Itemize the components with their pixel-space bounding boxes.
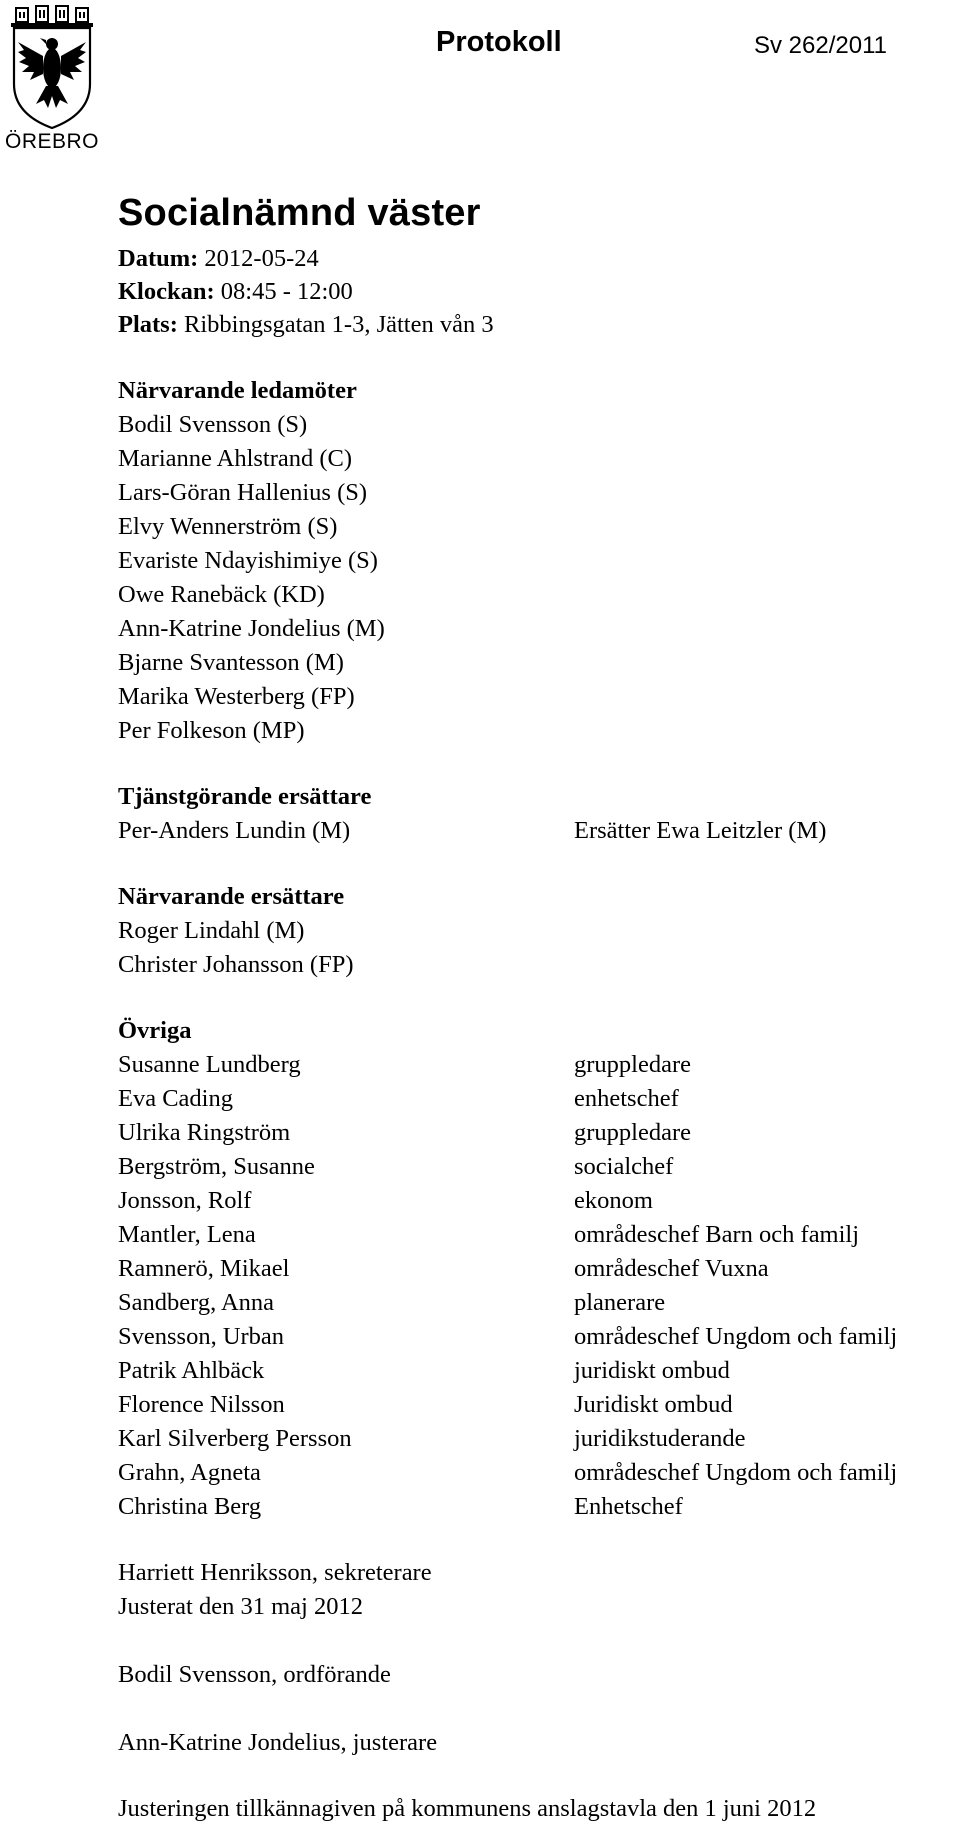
other-person-role: områdeschef Ungdom och familj [574, 1323, 898, 1350]
other-person-role: juridiskt ombud [574, 1357, 730, 1384]
other-person-role: områdeschef Barn och familj [574, 1221, 860, 1248]
logo-text: ÖREBRO [4, 130, 99, 153]
present-members-heading: Närvarande ledamöter [118, 377, 357, 404]
other-person-role: gruppledare [574, 1051, 691, 1078]
others-heading: Övriga [118, 1017, 192, 1044]
other-person-name: Eva Cading [118, 1085, 233, 1112]
other-person-role: ekonom [574, 1187, 653, 1214]
orebro-logo [6, 4, 98, 156]
document-title: Protokoll [436, 26, 562, 58]
chair-line: Bodil Svensson, ordförande [118, 1661, 391, 1688]
member-name: Elvy Wennerström (S) [118, 513, 338, 540]
member-name: Ann-Katrine Jondelius (M) [118, 615, 385, 642]
other-person-name: Bergström, Susanne [118, 1153, 315, 1180]
serving-substitute-name: Per-Anders Lundin (M) [118, 817, 351, 844]
adjuster-line: Ann-Katrine Jondelius, justerare [118, 1729, 438, 1756]
member-name: Marianne Ahlstrand (C) [118, 445, 353, 472]
member-name: Bodil Svensson (S) [118, 411, 308, 438]
other-person-role: Juridiskt ombud [574, 1391, 733, 1418]
place-label: Plats: [118, 311, 178, 338]
other-person-role: socialchef [574, 1153, 674, 1180]
other-person-role: enhetschef [574, 1085, 679, 1112]
serving-substitute-replaces: Ersätter Ewa Leitzler (M) [574, 817, 827, 844]
other-person-name: Grahn, Agneta [118, 1459, 261, 1486]
committee-title: Socialnämnd väster [118, 192, 481, 234]
other-person-name: Sandberg, Anna [118, 1289, 275, 1316]
time-value: 08:45 - 12:00 [220, 278, 353, 305]
date-value: 2012-05-24 [204, 245, 319, 272]
other-person-role: juridikstuderande [574, 1425, 746, 1452]
other-person-role: gruppledare [574, 1119, 691, 1146]
other-person-name: Karl Silverberg Persson [118, 1425, 352, 1452]
other-person-name: Mantler, Lena [118, 1221, 256, 1248]
other-person-name: Ramnerö, Mikael [118, 1255, 290, 1282]
meeting-time [118, 275, 353, 309]
other-person-role: Enhetschef [574, 1493, 683, 1520]
substitute-name: Christer Johansson (FP) [118, 951, 354, 978]
member-name: Marika Westerberg (FP) [118, 683, 355, 710]
announcement-line: Justeringen tillkännagiven på kommunens anslagstavla den 1 juni 2012 [118, 1795, 817, 1822]
member-name: Bjarne Svantesson (M) [118, 649, 344, 676]
date-label: Datum: [118, 245, 199, 272]
other-person-role: områdeschef Vuxna [574, 1255, 769, 1282]
adjusted-date-line: Justerat den 31 maj 2012 [118, 1593, 363, 1620]
member-name: Lars-Göran Hallenius (S) [118, 479, 368, 506]
meeting-place [118, 308, 494, 342]
other-person-name: Svensson, Urban [118, 1323, 285, 1350]
other-person-role: planerare [574, 1289, 666, 1316]
serving-substitutes-heading: Tjänstgörande ersättare [118, 783, 372, 810]
document-reference: Sv 262/2011 [754, 32, 887, 59]
other-person-name: Florence Nilsson [118, 1391, 285, 1418]
meeting-date [118, 242, 319, 276]
member-name: Evariste Ndayishimiye (S) [118, 547, 378, 574]
substitute-name: Roger Lindahl (M) [118, 917, 305, 944]
other-person-name: Christina Berg [118, 1493, 262, 1520]
other-person-name: Susanne Lundberg [118, 1051, 301, 1078]
secretary-line: Harriett Henriksson, sekreterare [118, 1559, 432, 1586]
present-substitutes-heading: Närvarande ersättare [118, 883, 345, 910]
place-value: Ribbingsgatan 1-3, Jätten vån 3 [184, 311, 494, 338]
other-person-name: Patrik Ahlbäck [118, 1357, 265, 1384]
member-name: Per Folkeson (MP) [118, 717, 305, 744]
other-person-name: Jonsson, Rolf [118, 1187, 252, 1214]
other-person-name: Ulrika Ringström [118, 1119, 291, 1146]
other-person-role: områdeschef Ungdom och familj [574, 1459, 898, 1486]
time-label: Klockan: [118, 278, 215, 305]
member-name: Owe Ranebäck (KD) [118, 581, 325, 608]
